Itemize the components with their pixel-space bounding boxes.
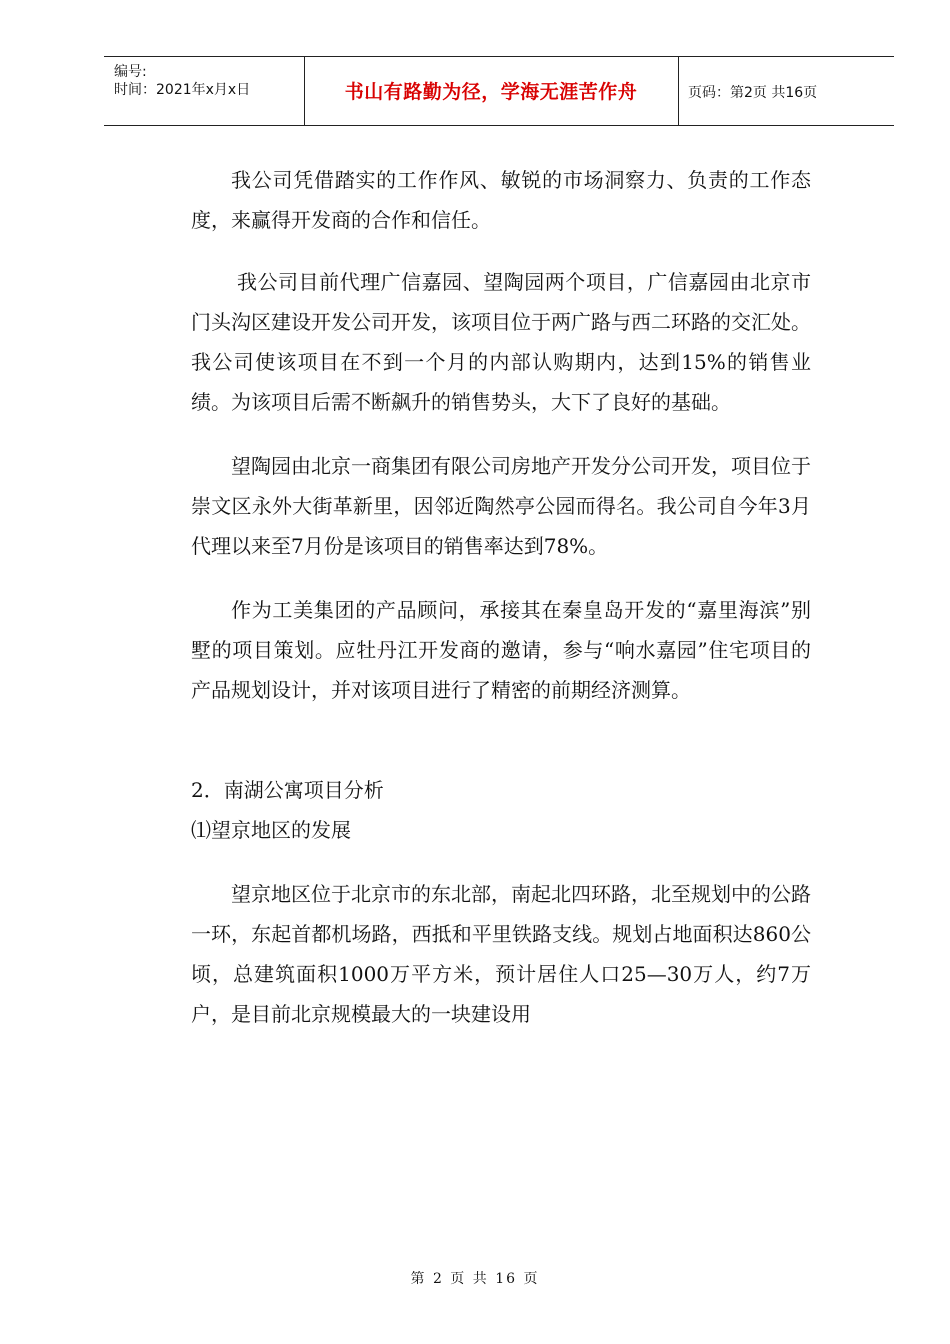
header-page-number: 页码：第2页 共16页 [688,85,818,101]
body-paragraph: 作为工美集团的产品顾问，承接其在秦皇岛开发的“嘉里海滨”别墅的项目策划。应牡丹江开发商的邀请，参与“响水嘉园”住宅项目的产品规划设计，并对该项目进行了精密的前期经济测算。 [191,598,811,702]
page-footer: 第 2 页 共 16 页 [410,1271,540,1287]
document-header [104,56,894,126]
body-paragraph: 望京地区位于北京市的东北部，南起北四环路，北至规划中的公路一环，东起首都机场路，西抵和平里铁路支线。规划占地面积达860公顷，总建筑面积1000万平方米，预计居住人口25—30万人，约7万户，是目前北京规模最大的一块建设用 [191,882,811,1026]
body-paragraph: 我公司目前代理广信嘉园、望陶园两个项目，广信嘉园由北京市门头沟区建设开发公司开发，该项目位于两广路与西二环路的交汇处。我公司使该项目在不到一个月的内部认购期内，达到15%的销售业绩。为该项目后需不断飙升的销售势头，大下了良好的基础。 [191,270,811,414]
header-meta-cell [104,57,305,125]
header-motto-cell [304,57,679,125]
body-paragraph: 望陶园由北京一商集团有限公司房地产开发分公司开发，项目位于崇文区永外大街革新里，因邻近陶然亭公园而得名。我公司自今年3月代理以来至7月份是该项目的销售率达到78%。 [191,454,811,558]
header-motto: 书山有路勤为径，学海无涯苦作舟 [344,81,638,103]
document-number-label: 编号: [114,64,147,80]
body-paragraph: 我公司凭借踏实的工作作风、敏锐的市场洞察力、负责的工作态度，来赢得开发商的合作和信任。 [191,168,811,232]
document-date-label: 时间：2021年x月x日 [114,82,251,98]
document-body [191,160,811,1034]
section-heading: 2．南湖公寓项目分析 [191,778,384,802]
header-page-cell [678,57,894,125]
sub-heading: ⑴望京地区的发展 [191,818,351,842]
